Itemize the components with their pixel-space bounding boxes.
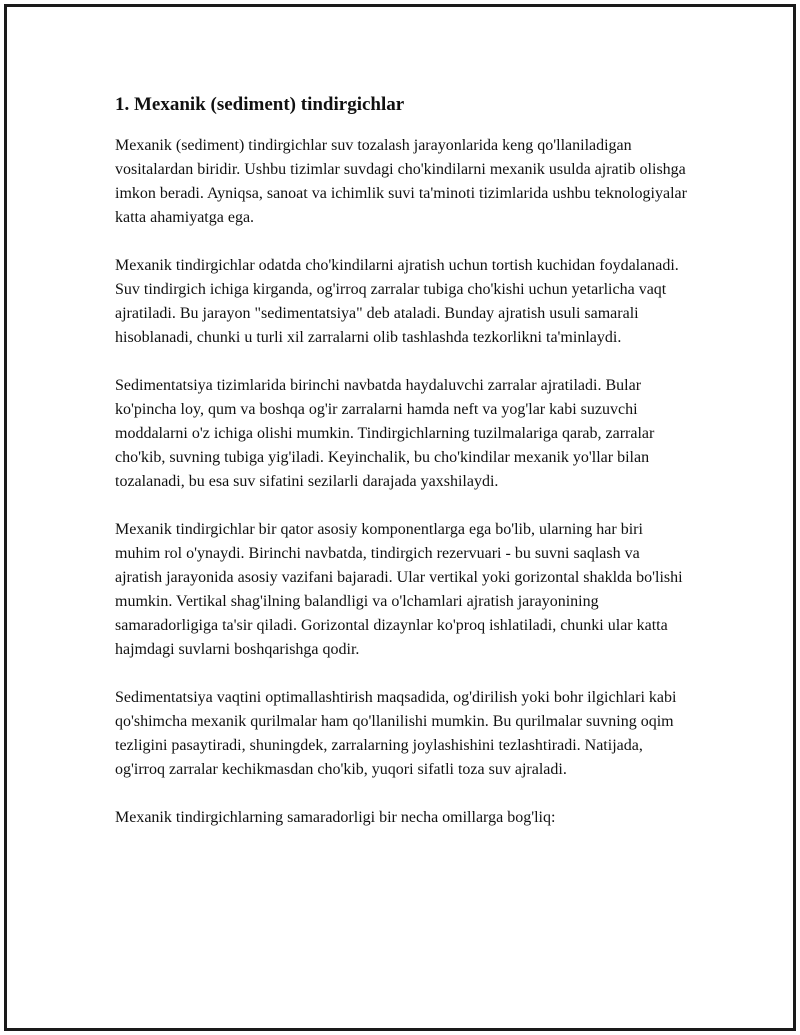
document-body (115, 92, 690, 854)
paragraph-sedimentation-systems: Sedimentatsiya tizimlarida birinchi navbatda haydaluvchi zarralar ajratiladi. Bular ko'pincha loy, qum va boshqa og'ir zarralarni hamda neft va yog'lar kabi suzuvchi moddalarni o'z ichiga olishi mumkin. Tindirgichlarning tuzilmalariga qarab, zarralar cho'kib, suvning tubiga yig'iladi. Keyinchalik, bu cho'kindilar mexanik yo'llar bilan tozalanadi, bu esa suv sifatini sezilarli darajada yaxshilaydi. (115, 377, 655, 490)
paragraph-intro: Mexanik (sediment) tindirgichlar suv tozalash jarayonlarida keng qo'llaniladigan vositalardan biridir. Ushbu tizimlar suvdagi cho'kindilarni mexanik usulda ajratib olishga imkon beradi. Ayniqsa, sanoat va ichimlik suvi ta'minoti tizimlarida ushbu teknologiyalar katta ahamiyatga ega. (115, 137, 687, 226)
paragraph-gravity: Mexanik tindirgichlar odatda cho'kindilarni ajratish uchun tortish kuchidan foydalanadi. Suv tindirgich ichiga kirganda, og'irroq zarralar tubiga cho'kishi uchun yetarlicha vaqt ajratiladi. Bu jarayon "sedimentatsiya" deb ataladi. Bunday ajratish usuli samarali hisoblanadi, chunki u turli xil zarralarni olib tashlashda tezkorlikni ta'minlaydi. (115, 257, 679, 346)
paragraph-optimization: Sedimentatsiya vaqtini optimallashtirish maqsadida, og'dirilish yoki bohr ilgichlari kabi qo'shimcha mexanik qurilmalar ham qo'llanilishi mumkin. Bu qurilmalar suvning oqim tezligini pasaytiradi, shuningdek, zarralarning joylashishini tezlashtiradi. Natijada, og'irroq zarralar kechikmasdan cho'kib, yuqori sifatli toza suv ajraladi. (115, 689, 677, 778)
section-heading: 1. Mexanik (sediment) tindirgichlar (115, 94, 405, 115)
paragraph-components: Mexanik tindirgichlar bir qator asosiy komponentlarga ega bo'lib, ularning har biri muhim rol o'ynaydi. Birinchi navbatda, tindirgich rezervuari - bu suvni saqlash va ajratish jarayonida asosiy vazifani bajaradi. Ular vertikal yoki gorizontal shaklda bo'lishi mumkin. Vertikal shag'ilning balandligi va o'lchamlari ajratish jarayonining samaradorligiga ta'sir qiladi. Gorizontal dizaynlar ko'proq ishlatiladi, chunki ular katta hajmdagi suvlarni boshqarishga qodir. (115, 521, 683, 658)
paragraph-efficiency-factors: Mexanik tindirgichlarning samaradorligi bir necha omillarga bog'liq: (115, 809, 556, 826)
